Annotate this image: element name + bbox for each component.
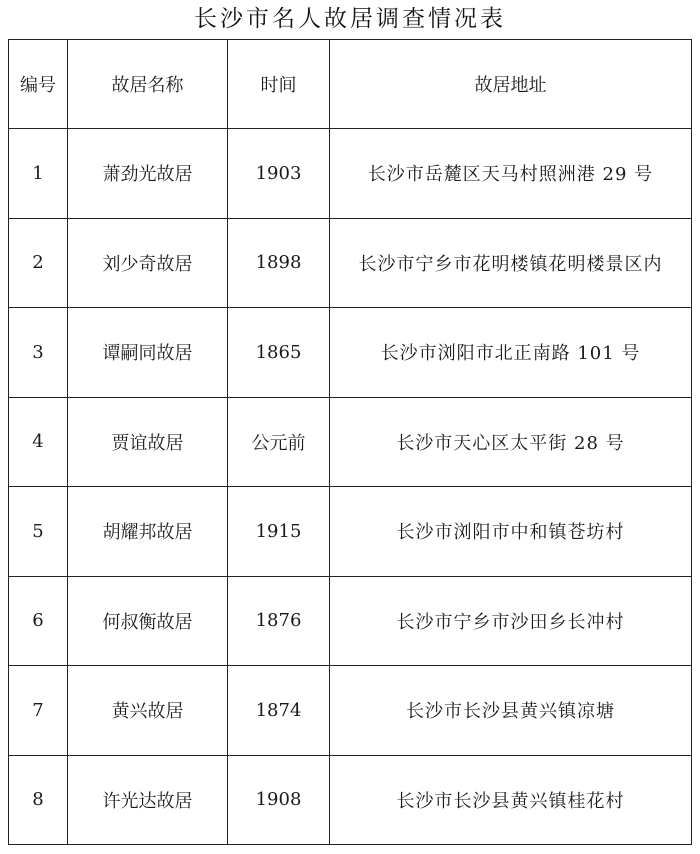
cell-time: 1865: [228, 308, 330, 398]
cell-name: 贾谊故居: [68, 397, 228, 487]
cell-address: 长沙市宁乡市花明楼镇花明楼景区内: [330, 218, 692, 308]
table-row: [9, 576, 692, 666]
cell-name: 谭嗣同故居: [68, 308, 228, 398]
cell-address: 长沙市天心区太平街 28 号: [330, 397, 692, 487]
cell-time: 1908: [228, 755, 330, 845]
table-row: [9, 308, 692, 398]
table-row: [9, 666, 692, 756]
cell-no: 5: [9, 487, 68, 577]
table-header-row: [9, 40, 692, 129]
cell-name: 许光达故居: [68, 755, 228, 845]
cell-address: 长沙市浏阳市中和镇苍坊村: [330, 487, 692, 577]
cell-time: 1898: [228, 218, 330, 308]
cell-time: 1876: [228, 576, 330, 666]
cell-address: 长沙市岳麓区天马村照洲港 29 号: [330, 129, 692, 219]
cell-no: 6: [9, 576, 68, 666]
cell-no: 2: [9, 218, 68, 308]
header-name: 故居名称: [68, 40, 228, 129]
cell-address: 长沙市长沙县黄兴镇凉塘: [330, 666, 692, 756]
header-no: 编号: [9, 40, 68, 129]
cell-address: 长沙市长沙县黄兴镇桂花村: [330, 755, 692, 845]
table-row: [9, 218, 692, 308]
cell-name: 刘少奇故居: [68, 218, 228, 308]
cell-address: 长沙市浏阳市北正南路 101 号: [330, 308, 692, 398]
page-title: 长沙市名人故居调查情况表: [194, 6, 506, 32]
cell-time: 1903: [228, 129, 330, 219]
cell-no: 7: [9, 666, 68, 756]
cell-time: 公元前: [228, 397, 330, 487]
residence-table: [8, 39, 692, 845]
header-address: 故居地址: [330, 40, 692, 129]
cell-no: 1: [9, 129, 68, 219]
table-row: [9, 487, 692, 577]
cell-name: 何叔衡故居: [68, 576, 228, 666]
cell-name: 黄兴故居: [68, 666, 228, 756]
cell-address: 长沙市宁乡市沙田乡长冲村: [330, 576, 692, 666]
header-time: 时间: [228, 40, 330, 129]
table-row: [9, 129, 692, 219]
cell-time: 1874: [228, 666, 330, 756]
table-row: [9, 397, 692, 487]
cell-name: 萧劲光故居: [68, 129, 228, 219]
table-row: [9, 755, 692, 845]
cell-no: 3: [9, 308, 68, 398]
cell-time: 1915: [228, 487, 330, 577]
cell-name: 胡耀邦故居: [68, 487, 228, 577]
cell-no: 4: [9, 397, 68, 487]
cell-no: 8: [9, 755, 68, 845]
